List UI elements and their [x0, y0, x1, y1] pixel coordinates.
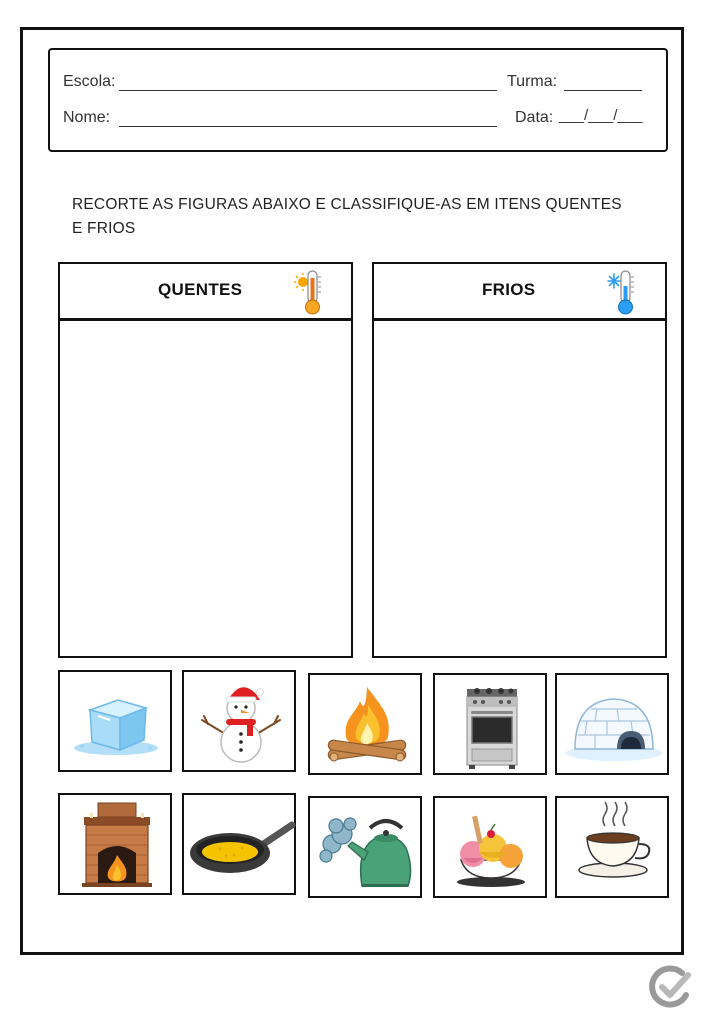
card-fireplace[interactable] — [58, 793, 172, 895]
stove-icon — [435, 675, 549, 777]
ice-cream-icon — [435, 798, 549, 900]
kettle-icon — [310, 798, 424, 900]
date-label: Data: — [515, 109, 554, 126]
card-stove[interactable] — [433, 673, 547, 775]
hot-thermometer-icon — [294, 268, 324, 321]
cold-column-title: FRIOS — [482, 280, 536, 299]
coffee-cup-icon — [557, 798, 671, 900]
hot-column-header — [60, 264, 351, 321]
date-field[interactable]: ___/___/___ — [559, 107, 643, 124]
ice-cube-icon — [60, 672, 174, 774]
instruction-text: RECORTE AS FIGURAS ABAIXO E CLASSIFIQUE-AS EM ITENS QUENTES E FRIOS — [72, 196, 622, 237]
name-field[interactable] — [119, 126, 497, 127]
class-field[interactable] — [564, 90, 642, 91]
frying-pan-icon — [184, 795, 298, 897]
card-ice-cream[interactable] — [433, 796, 547, 898]
campfire-icon — [310, 675, 424, 777]
school-field[interactable] — [119, 90, 497, 91]
hot-column-title: QUENTES — [158, 280, 243, 299]
card-campfire[interactable] — [308, 673, 422, 775]
card-coffee-cup[interactable] — [555, 796, 669, 898]
student-info-box — [48, 48, 668, 152]
cold-column-header — [374, 264, 665, 321]
fireplace-icon — [60, 795, 174, 897]
cold-column[interactable] — [372, 262, 667, 658]
igloo-icon — [557, 675, 671, 777]
name-label: Nome: — [63, 109, 111, 126]
card-snowman[interactable] — [182, 670, 296, 772]
card-igloo[interactable] — [555, 673, 669, 775]
card-kettle[interactable] — [308, 796, 422, 898]
hot-column[interactable] — [58, 262, 353, 658]
publisher-logo-icon — [648, 965, 692, 1016]
school-label: Escola: — [63, 73, 116, 90]
cold-thermometer-icon — [607, 268, 637, 321]
card-ice-cube[interactable] — [58, 670, 172, 772]
snowman-icon — [184, 672, 298, 774]
class-label: Turma: — [507, 73, 558, 90]
card-frying-pan[interactable] — [182, 793, 296, 895]
